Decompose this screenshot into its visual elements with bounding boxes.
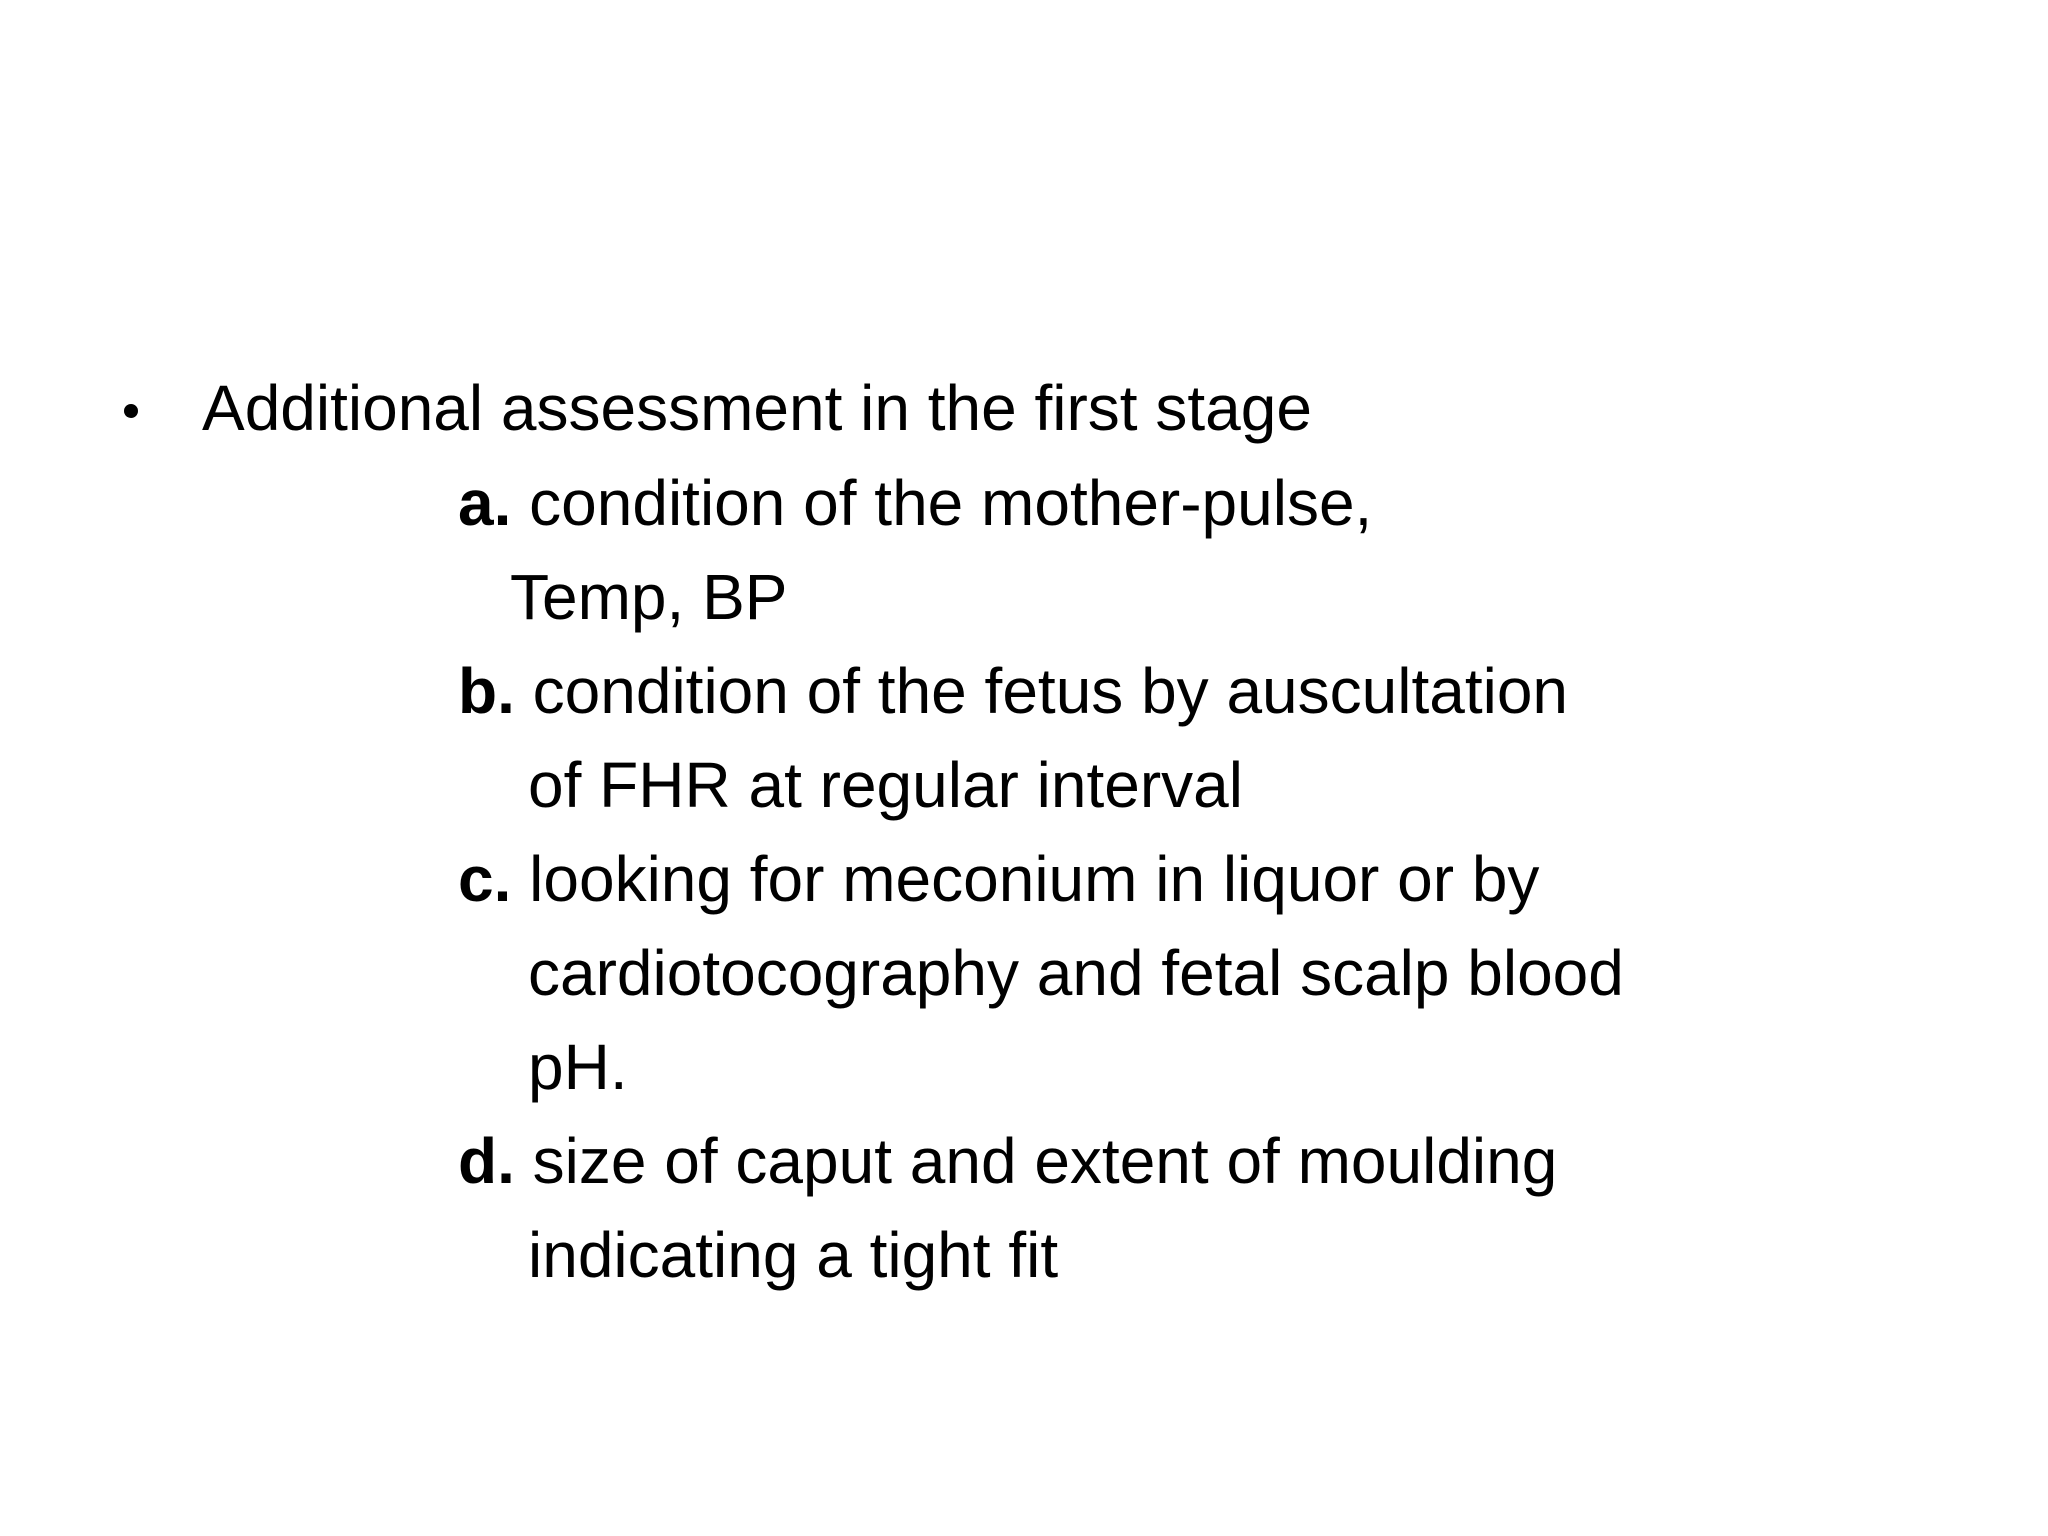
sub-item-continuation: Temp, BP [510, 561, 788, 633]
sub-item-continuation: indicating a tight fit [528, 1219, 1059, 1291]
sub-item-c [458, 832, 1858, 926]
sub-item-text: looking for meconium in liquor or by [511, 843, 1540, 915]
sub-item-continuation: cardiotocography and fetal scalp blood [528, 937, 1624, 1009]
sub-item-continuation: of FHR at regular interval [528, 749, 1243, 821]
sub-item-text: size of caput and extent of moulding [514, 1125, 1558, 1197]
sub-item-text: condition of the fetus by auscultation [514, 655, 1568, 727]
sub-item-d [458, 1114, 1858, 1208]
sub-item-marker: a. [458, 467, 512, 539]
bullet-heading: Additional assessment in the first stage [202, 372, 1312, 444]
sub-list [458, 456, 1858, 1302]
bullet-row [124, 360, 1312, 456]
sub-item-a [458, 456, 1858, 550]
sub-item-marker: b. [458, 655, 515, 727]
sub-item-continuation: pH. [528, 1031, 628, 1103]
sub-item-text: condition of the mother-pulse, [511, 467, 1373, 539]
bullet-dot-icon [124, 404, 138, 418]
sub-item-b [458, 644, 1858, 738]
sub-item-marker: c. [458, 843, 512, 915]
sub-item-marker: d. [458, 1125, 515, 1197]
